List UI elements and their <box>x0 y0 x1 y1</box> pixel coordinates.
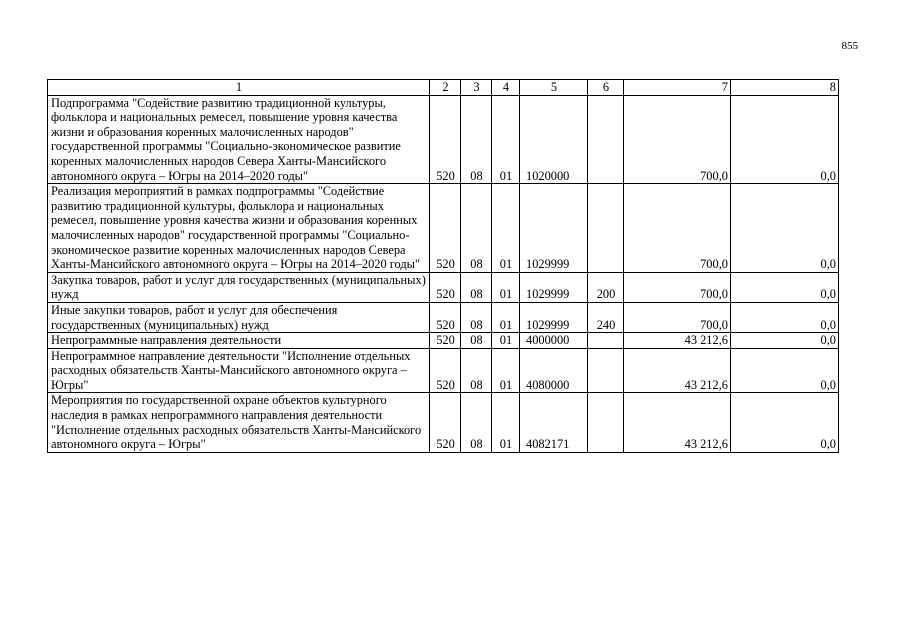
row-col-4: 01 <box>492 393 520 452</box>
row-col-8: 0,0 <box>731 302 839 332</box>
row-col-6: 240 <box>588 302 624 332</box>
row-col-7: 43 212,6 <box>624 333 731 349</box>
row-col-4: 01 <box>492 348 520 393</box>
row-col-3: 08 <box>461 348 492 393</box>
row-col-5: 1029999 <box>520 184 588 273</box>
row-col-6 <box>588 184 624 273</box>
row-col-5: 1029999 <box>520 272 588 302</box>
budget-table <box>47 79 839 453</box>
header-col-3: 3 <box>461 80 492 96</box>
row-col-7: 700,0 <box>624 302 731 332</box>
row-col-7: 43 212,6 <box>624 393 731 452</box>
row-col-6 <box>588 393 624 452</box>
table-row <box>48 393 839 452</box>
row-name: Непрограммное направление деятельности "Исполнение отдельных расходных обязательств Ханты-Мансийского автономного округа – Югры" <box>48 348 430 393</box>
row-col-7: 43 212,6 <box>624 348 731 393</box>
table-row <box>48 95 839 184</box>
row-col-3: 08 <box>461 184 492 273</box>
row-col-7: 700,0 <box>624 184 731 273</box>
row-col-3: 08 <box>461 333 492 349</box>
header-col-7: 7 <box>624 80 731 96</box>
table-row <box>48 333 839 349</box>
table-row <box>48 302 839 332</box>
row-name: Мероприятия по государственной охране объектов культурного наследия в рамках непрограммного направления деятельности "Исполнение отдельных расходных обязательств Ханты-Мансийского автономного округа – Югры" <box>48 393 430 452</box>
row-col-2: 520 <box>430 393 461 452</box>
row-col-8: 0,0 <box>731 333 839 349</box>
row-col-8: 0,0 <box>731 348 839 393</box>
row-col-6 <box>588 348 624 393</box>
row-col-3: 08 <box>461 95 492 184</box>
row-col-4: 01 <box>492 272 520 302</box>
row-name: Закупка товаров, работ и услуг для государственных (муниципальных) нужд <box>48 272 430 302</box>
row-col-8: 0,0 <box>731 95 839 184</box>
header-col-8: 8 <box>731 80 839 96</box>
row-col-7: 700,0 <box>624 95 731 184</box>
row-col-4: 01 <box>492 333 520 349</box>
table-row <box>48 348 839 393</box>
header-row <box>48 80 839 96</box>
row-col-4: 01 <box>492 184 520 273</box>
row-name: Непрограммные направления деятельности <box>48 333 430 349</box>
row-col-5: 4000000 <box>520 333 588 349</box>
page-number: 855 <box>841 40 858 52</box>
row-col-5: 4080000 <box>520 348 588 393</box>
row-col-5: 1020000 <box>520 95 588 184</box>
row-col-6: 200 <box>588 272 624 302</box>
row-col-5: 1029999 <box>520 302 588 332</box>
row-col-5: 4082171 <box>520 393 588 452</box>
row-col-4: 01 <box>492 302 520 332</box>
row-col-8: 0,0 <box>731 184 839 273</box>
row-col-2: 520 <box>430 348 461 393</box>
row-col-3: 08 <box>461 272 492 302</box>
row-col-4: 01 <box>492 95 520 184</box>
row-col-2: 520 <box>430 95 461 184</box>
header-col-4: 4 <box>492 80 520 96</box>
header-col-5: 5 <box>520 80 588 96</box>
header-col-6: 6 <box>588 80 624 96</box>
row-col-2: 520 <box>430 302 461 332</box>
row-col-2: 520 <box>430 333 461 349</box>
header-col-1: 1 <box>48 80 430 96</box>
row-col-8: 0,0 <box>731 393 839 452</box>
row-col-3: 08 <box>461 302 492 332</box>
row-col-3: 08 <box>461 393 492 452</box>
row-col-6 <box>588 95 624 184</box>
row-col-8: 0,0 <box>731 272 839 302</box>
header-col-2: 2 <box>430 80 461 96</box>
row-col-6 <box>588 333 624 349</box>
row-col-7: 700,0 <box>624 272 731 302</box>
row-col-2: 520 <box>430 272 461 302</box>
row-name: Подпрограмма "Содействие развитию традиционной культуры, фольклора и национальных ремесел, повышение уровня качества жизни и образования коренных малочисленных народов" государственной программы "Социально-экономическое развитие коренных малочисленных народов Севера Ханты-Мансийского автономного округа – Югры на 2014–2020 годы" <box>48 95 430 184</box>
row-name: Реализация мероприятий в рамках подпрограммы "Содействие развитию традиционной культуры, фольклора и национальных ремесел, повышение уровня качества жизни и образования коренных малочисленных народов" государственной программы "Социально-экономическое развитие коренных малочисленных народов Севера Ханты-Мансийского автономного округа – Югры на 2014–2020 годы" <box>48 184 430 273</box>
table-row <box>48 184 839 273</box>
row-name: Иные закупки товаров, работ и услуг для обеспечения государственных (муниципальных) нужд <box>48 302 430 332</box>
row-col-2: 520 <box>430 184 461 273</box>
table-row <box>48 272 839 302</box>
